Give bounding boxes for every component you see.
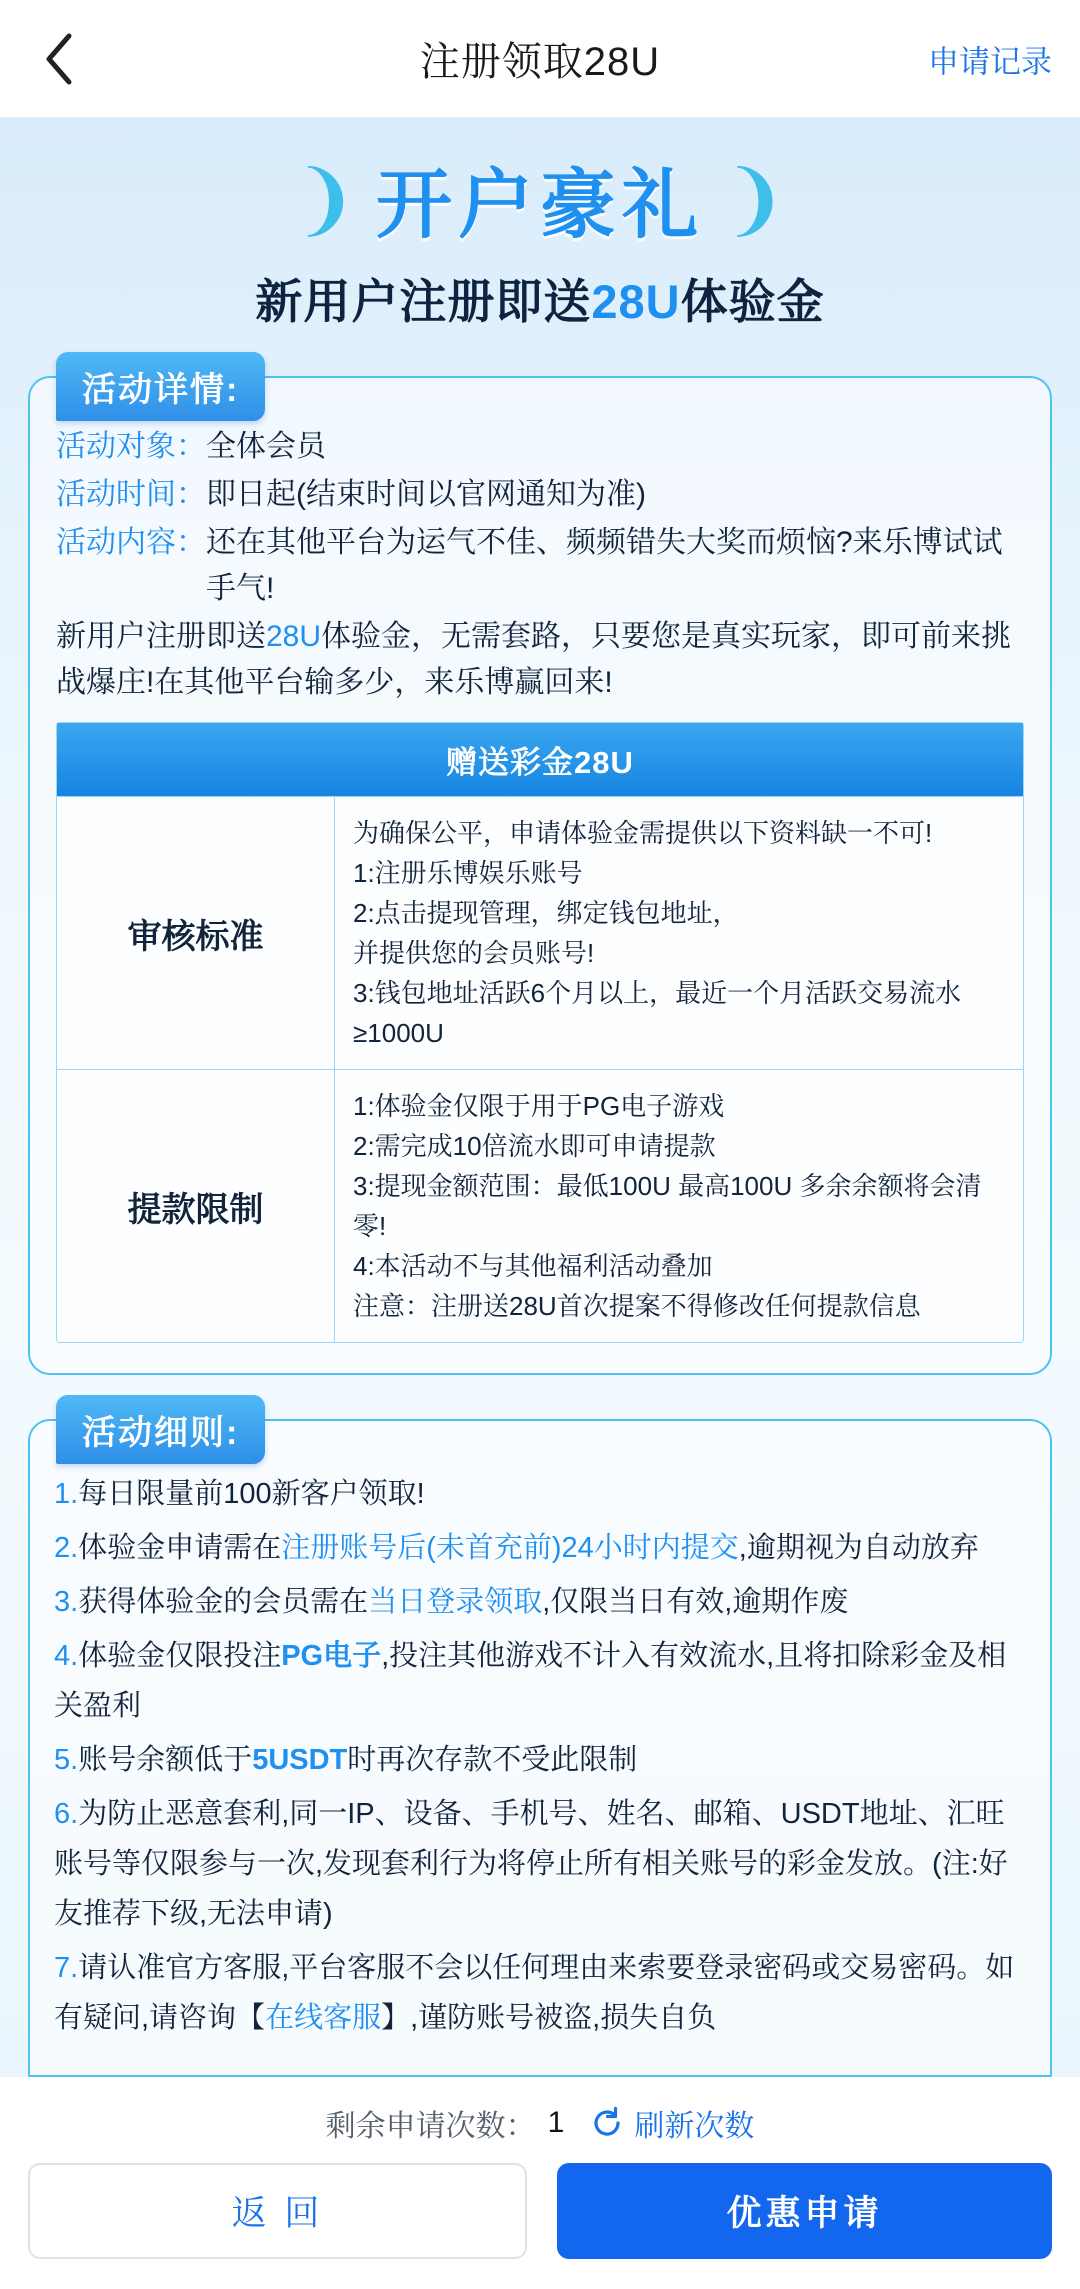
detail-paragraph xyxy=(56,614,1024,706)
rule-item xyxy=(54,1577,1026,1627)
rule-number: 4. xyxy=(54,1640,79,1672)
rule-text: 体验金仅限投注 xyxy=(78,1640,282,1672)
app-footer xyxy=(0,2077,1080,2289)
table-line: 为确保公平，申请体验金需提供以下资料缺一不可! xyxy=(353,818,933,848)
chevron-left-icon xyxy=(42,31,76,87)
rule-number: 3. xyxy=(54,1586,79,1618)
application-records-link[interactable]: 申请记录 xyxy=(928,44,1052,79)
detail-row-label: 活动时间： xyxy=(56,478,206,511)
rules-list xyxy=(54,1469,1026,2043)
rule-text: ,仅限当日有效,逾期作废 xyxy=(542,1586,849,1618)
bonus-table xyxy=(56,722,1024,1343)
rule-item xyxy=(54,1943,1026,2043)
table-line: 3:钱包地址活跃6个月以上，最近一个月活跃交易流水≥1000U xyxy=(353,978,962,1048)
rule-number: 1. xyxy=(54,1478,79,1510)
table-row-content xyxy=(335,1070,1023,1342)
banner-title: 开户豪礼 xyxy=(376,160,704,249)
rule-text: 获得体验金的会员需在 xyxy=(78,1586,369,1618)
apply-promo-button[interactable]: 优惠申请 xyxy=(557,2163,1052,2259)
activity-detail-card xyxy=(28,371,1052,1375)
banner-subtitle-prefix: 新用户注册即送 xyxy=(255,275,592,328)
back-button-footer[interactable]: 返 回 xyxy=(28,2163,527,2259)
rule-text-highlight[interactable]: 在线客服 xyxy=(265,2002,382,2034)
back-button[interactable] xyxy=(24,0,94,117)
refresh-attempts-button[interactable] xyxy=(590,2101,754,2145)
table-line: 2:需完成10倍流水即可申请提款 xyxy=(353,1131,716,1161)
table-line: 2:点击提现管理，绑定钱包地址， xyxy=(353,898,739,928)
rule-text-highlight: PG电子 xyxy=(281,1640,382,1672)
rule-number: 5. xyxy=(54,1744,79,1776)
rule-text-highlight[interactable]: 注册账号后(未首充前)24小时内提交 xyxy=(281,1532,739,1564)
banner-subtitle xyxy=(0,265,1080,332)
rule-text: ,投注其他游戏不计入有效流水,且将扣除彩金及相关盈利 xyxy=(54,1640,1007,1722)
refresh-attempts-label: 刷新次数 xyxy=(634,2110,755,2143)
table-line: 并提供您的会员账号! xyxy=(353,938,595,968)
rule-item xyxy=(54,1469,1026,1519)
rule-text: 请认准官方客服,平台客服不会以任何理由来索要登录密码或交易密码。如有疑问,请咨询【 xyxy=(54,1952,1015,2034)
rule-text: ,逾期视为自动放弃 xyxy=(738,1532,979,1564)
detail-paragraph-tail: 体验金，无需套路，只要您是真实玩家，即可前来挑战爆庄!在其他平台输多少，来乐博赢回来! xyxy=(56,620,1012,699)
remaining-attempts-count: 1 xyxy=(547,2106,565,2139)
rule-number: 6. xyxy=(54,1798,79,1830)
promo-banner xyxy=(0,118,1080,346)
rule-item xyxy=(54,1631,1026,1731)
table-row-title: 提款限制 xyxy=(57,1070,335,1342)
detail-row xyxy=(56,472,1024,518)
detail-row xyxy=(56,520,1024,612)
rule-text: 为防止恶意套利,同一IP、设备、手机号、姓名、邮箱、USDT地址、汇旺账号等仅限参与一次,发现套利行为将停止所有相关账号的彩金发放。(注:好友推荐下级,无法申请) xyxy=(54,1798,1008,1930)
remaining-attempts xyxy=(28,2091,1052,2163)
activity-rules-card xyxy=(28,1414,1052,2077)
table-line: 4:本活动不与其他福利活动叠加 xyxy=(353,1251,713,1281)
rule-item xyxy=(54,1789,1026,1939)
rule-text: 每日限量前100新客户领取! xyxy=(78,1478,425,1510)
table-row xyxy=(57,796,1023,1069)
detail-row-label: 活动内容： xyxy=(56,526,206,559)
rule-number: 7. xyxy=(54,1952,79,1984)
rule-text-highlight: 5USDT xyxy=(252,1744,348,1776)
detail-row-value: 即日起(结束时间以官网通知为准) xyxy=(206,478,646,511)
detail-row-value: 还在其他平台为运气不佳、频频错失大奖而烦恼?来乐博试试手气! xyxy=(206,526,1003,605)
banner-title-row xyxy=(293,144,788,253)
table-line: 3:提现金额范围：最低100U 最高100U 多余余额将会清零! xyxy=(353,1171,982,1241)
laurel-left-icon: ❨ xyxy=(292,154,358,243)
table-line: 注意：注册送28U首次提案不得修改任何提款信息 xyxy=(353,1291,921,1321)
footer-button-row xyxy=(28,2163,1052,2259)
table-row-content xyxy=(335,797,1023,1069)
activity-detail-tag: 活动详情: xyxy=(56,352,265,421)
rule-text: 体验金申请需在 xyxy=(78,1532,282,1564)
laurel-right-icon: ❩ xyxy=(722,154,788,243)
bonus-table-header: 赠送彩金28U xyxy=(57,723,1023,796)
app-header xyxy=(0,0,1080,118)
remaining-attempts-label: 剩余申请次数： xyxy=(325,2110,536,2143)
table-row-title: 审核标准 xyxy=(57,797,335,1069)
rule-item xyxy=(54,1523,1026,1573)
table-row xyxy=(57,1069,1023,1342)
rule-text-highlight[interactable]: 当日登录领取 xyxy=(368,1586,543,1618)
refresh-icon xyxy=(590,2106,624,2140)
detail-row xyxy=(56,424,1024,470)
scroll-content[interactable] xyxy=(0,118,1080,2077)
detail-paragraph-head: 新用户注册即送 xyxy=(56,620,266,653)
rule-number: 2. xyxy=(54,1532,79,1564)
table-line: 1:注册乐博娱乐账号 xyxy=(353,858,583,888)
activity-rules-tag: 活动细则: xyxy=(56,1395,265,1464)
rule-text: 时再次存款不受此限制 xyxy=(347,1744,638,1776)
banner-subtitle-suffix: 体验金 xyxy=(680,275,825,328)
rule-item xyxy=(54,1735,1026,1785)
table-line: 1:体验金仅限于用于PG电子游戏 xyxy=(353,1091,725,1121)
rule-text: 】,谨防账号被盗,损失自负 xyxy=(381,2002,717,2034)
page-title: 注册领取28U xyxy=(419,40,661,84)
detail-row-value: 全体会员 xyxy=(206,430,326,463)
detail-paragraph-amount: 28U xyxy=(266,620,322,653)
detail-row-label: 活动对象： xyxy=(56,430,206,463)
banner-subtitle-amount: 28U xyxy=(591,275,681,328)
rule-text: 账号余额低于 xyxy=(78,1744,253,1776)
